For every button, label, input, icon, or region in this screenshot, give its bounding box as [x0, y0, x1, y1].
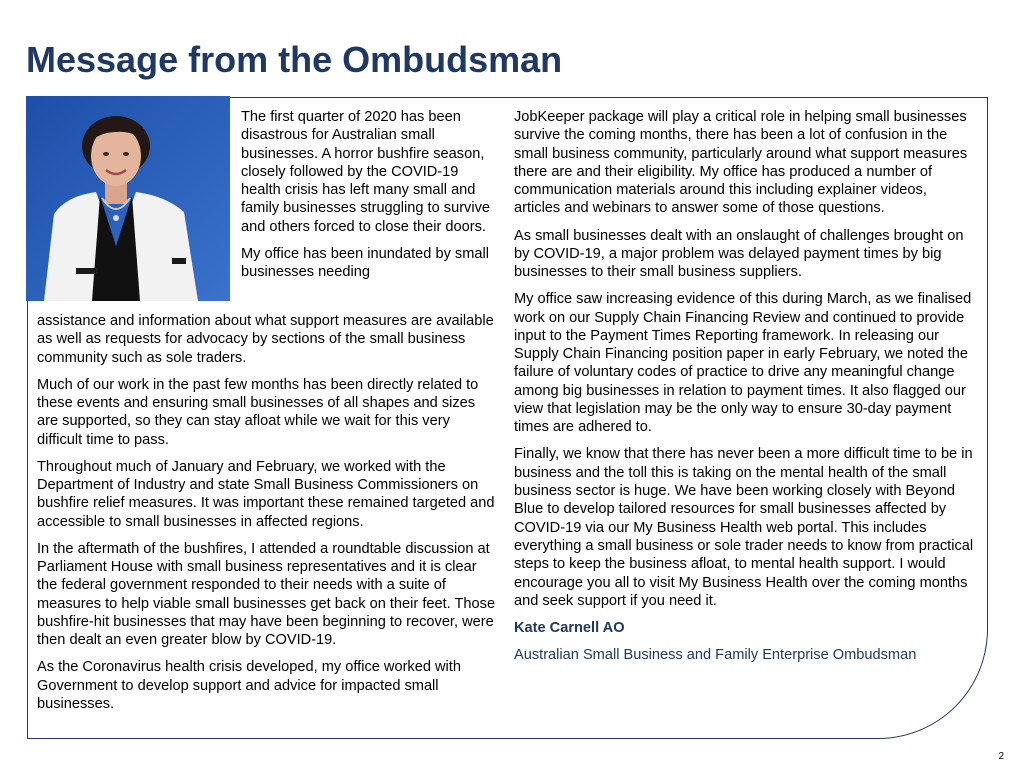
paragraph: As small businesses dealt with an onslaught of challenges brought on by COVID-19, a major problem was delayed payment times by big businesses to their small business suppliers.	[514, 227, 964, 281]
signature-role: Australian Small Business and Family Enterprise Ombudsman	[514, 647, 917, 663]
signature-name: Kate Carnell AO	[514, 619, 625, 636]
paragraph: Throughout much of January and February, we worked with the Department of Industry and state Small Business Commissioners on bushfire relief measures. It was important these remained targeted and accessible to small businesses in affected regions.	[37, 458, 495, 530]
body-column-top	[241, 108, 501, 290]
page-number: 2	[998, 751, 1004, 762]
paragraph: In the aftermath of the bushfires, I attended a roundtable discussion at Parliament House with small business representatives and it is clear the federal government responded to their needs with a suite of measures to help viable small businesses get back on their feet. Those bushfire-hit businesses that may have been beginning to recover, were then dealt an even greater blow by COVID-19.	[37, 540, 496, 649]
paragraph: Finally, we know that there has never been a more difficult time to be in business and the toll this is taking on the mental health of the small business sector is huge. We have been working closely with Beyond Blue to develop tailored resources for small businesses affected by COVID-19 via our My Business Health web portal. This includes everything a small business or sole trader needs to know from practical steps to keep the business afloat, to mental health support. I would encourage you all to visit My Business Health over the coming months and seek support if you need it.	[514, 446, 974, 609]
paragraph: Much of our work in the past few months has been directly related to these events and ensuring small businesses of all shapes and sizes are supported, so they can stay afloat while we wait for this very difficult time to pass.	[37, 376, 479, 448]
ombudsman-portrait	[26, 96, 230, 301]
paragraph: JobKeeper package will play a critical role in helping small businesses survive the coming months, there has been a lot of confusion in the small business community, particularly around what support measures there are and their eligibility. My office has produced a number of communication materials around this including explainer videos, articles and webinars to answer some of those questions.	[514, 109, 968, 217]
paragraph: As the Coronavirus health crisis developed, my office worked with Government to develop support and advice for impacted small businesses.	[37, 659, 461, 712]
paragraph: The first quarter of 2020 has been disastrous for Australian small businesses. A horror bushfire season, closely followed by the COVID-19 health crisis has left many small and family businesses struggling to survive and others forced to close their doors.	[241, 109, 491, 235]
page-title: Message from the Ombudsman	[26, 39, 563, 80]
paragraph: assistance and information about what support measures are available as well as requests for advocacy by sections of the small business community such as sole traders.	[37, 313, 494, 366]
paragraph: My office saw increasing evidence of this during March, as we finalised work on our Supply Chain Financing Review and continued to provide input to the Payment Times Reporting framework. In releasing our Supply Chain Financing position paper in early February, we noted the failure of voluntary codes of practice to drive any meaningful change among big businesses in relation to payment times. It also flagged our view that legislation may be the only way to ensure 30-day payment times are adhered to.	[514, 291, 972, 436]
paragraph: My office has been inundated by small businesses needing	[241, 245, 489, 281]
body-column-left	[37, 312, 499, 722]
body-column-right	[514, 108, 976, 673]
